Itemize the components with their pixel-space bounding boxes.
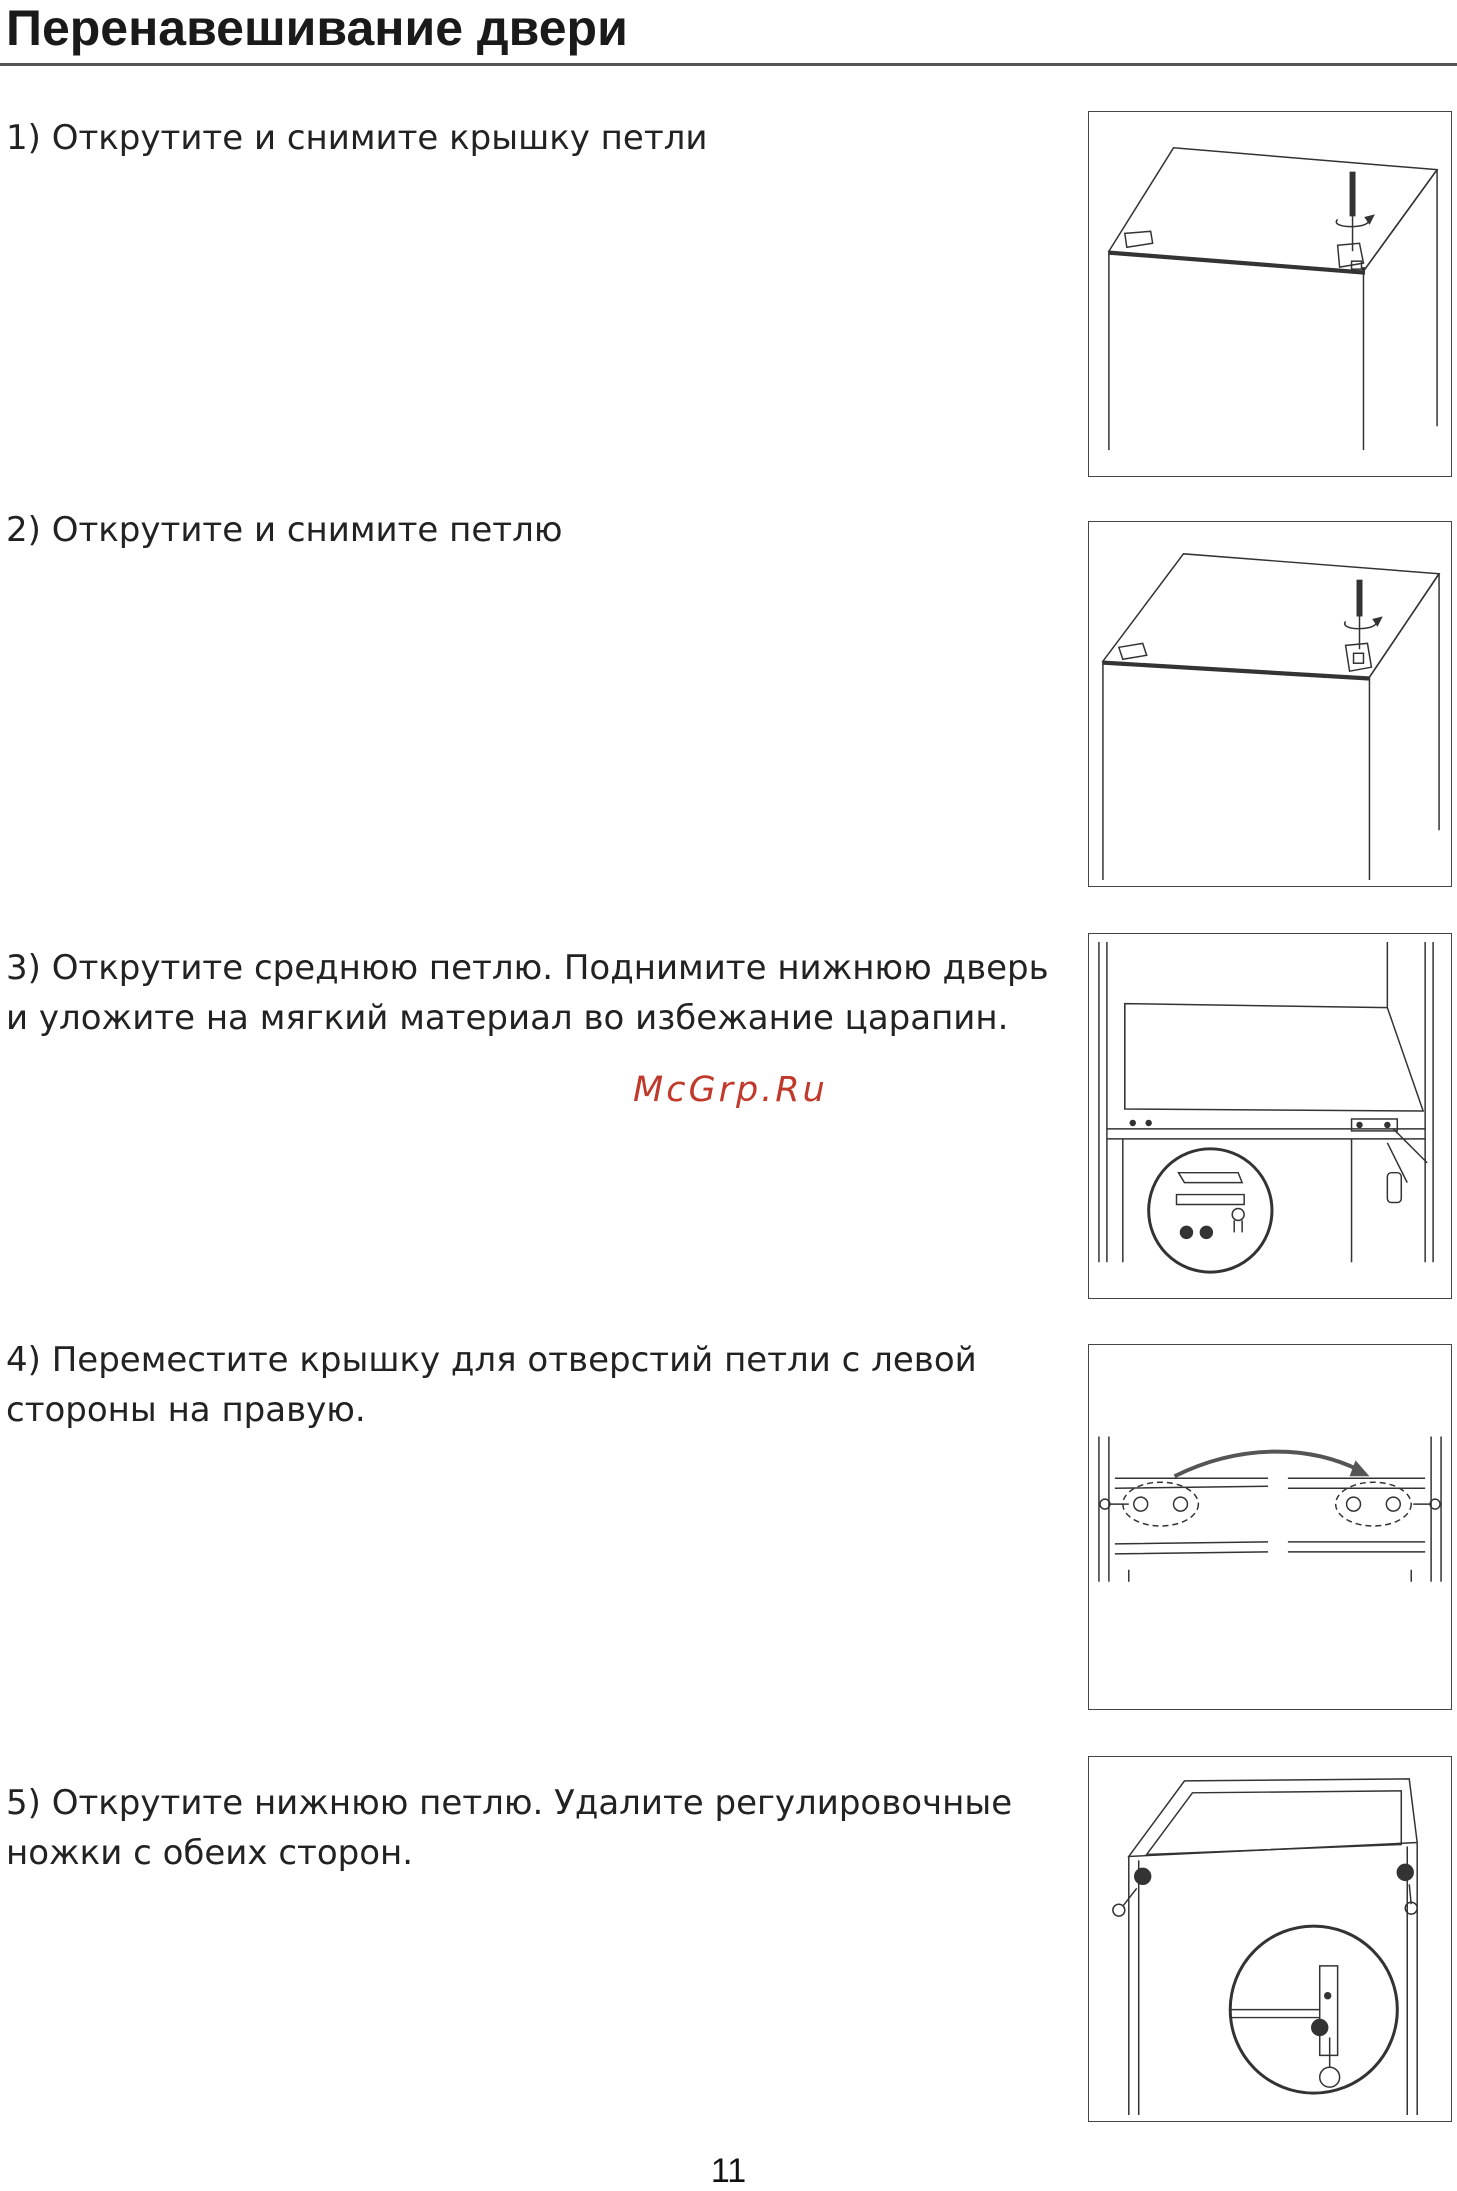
step-4-text: 4) Переместите крышку для отверстий петли с левой стороны на правую. (6, 1340, 977, 1430)
step-4-figure (1088, 1344, 1452, 1710)
step-1-text: 1) Открутите и снимите крышку петли (6, 118, 708, 158)
step-5-figure (1088, 1756, 1452, 2122)
hole-cover-move-illustration (1089, 1345, 1451, 1709)
step-1-figure (1088, 111, 1452, 477)
step-3-text: 3) Открутите среднюю петлю. Поднимите нижнюю дверь и уложите на мягкий материал во избежание царапин. (6, 948, 1049, 1038)
step-2-figure (1088, 521, 1452, 887)
step-5-text: 5) Открутите нижнюю петлю. Удалите регулировочные ножки с обеих сторон. (6, 1783, 1013, 1873)
step-3-figure (1088, 933, 1452, 1299)
title-underline (0, 63, 1457, 66)
page-number: 11 (710, 2152, 747, 2190)
fridge-top-hinge-cover-illustration (1089, 112, 1451, 476)
middle-hinge-illustration (1089, 934, 1451, 1298)
bottom-hinge-illustration (1089, 1757, 1451, 2121)
watermark: McGrp.Ru (633, 1070, 828, 1110)
fridge-top-hinge-removal-illustration (1089, 522, 1451, 886)
step-2-text: 2) Открутите и снимите петлю (6, 510, 563, 550)
page-title: Перенавешивание двери (6, 0, 628, 56)
